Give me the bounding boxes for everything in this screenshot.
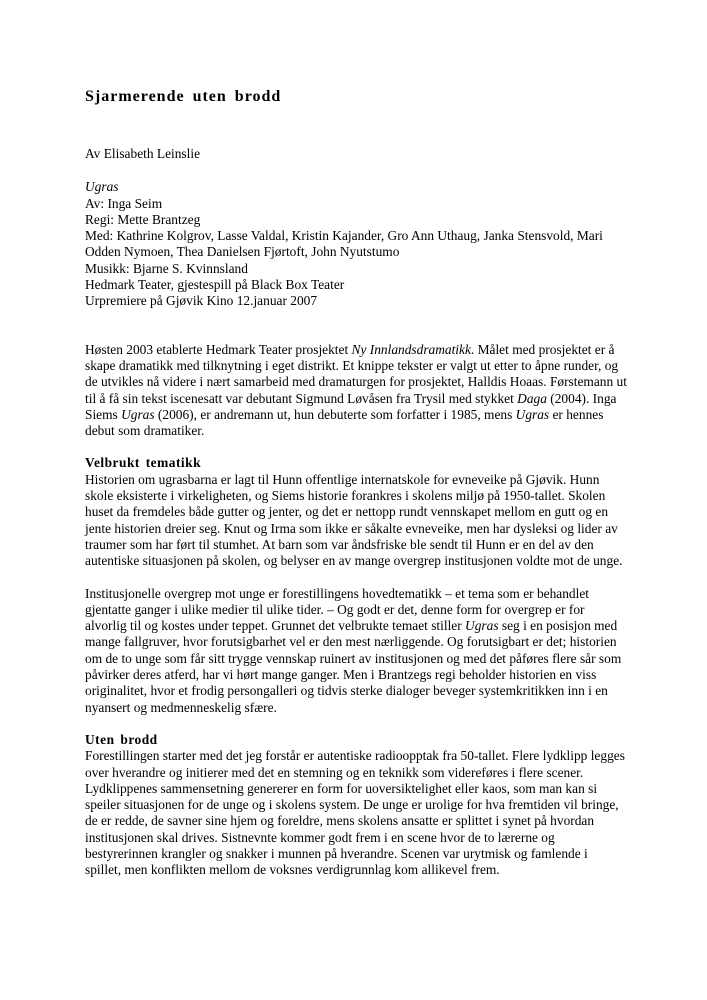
italic-text-run: Ugras — [515, 406, 550, 422]
credit-line: Av: Inga Seim — [85, 195, 163, 211]
article-section — [85, 342, 627, 440]
credit-line: Hedmark Teater, gjestespill på Black Box Teater — [85, 277, 345, 293]
italic-text-run: Ugras — [85, 179, 119, 195]
body-paragraph: Høsten 2003 etablerte Hedmark Teater prosjektet Ny Innlandsdramatikk. Målet med prosjektet er å skape dramatikk med tilknytning i eget distrikt. Et knippe tekster er valgt ut etter to åpne runder, og de utvikles nå videre i nært samarbeid med dramaturgen for prosjektet, Halldis Hoaas. Førstemann ut til å få sin tekst iscenesatt var debutant Sigmund Løvåsen fra Trysil med stykket Daga (2004). Inga Siems Ugras (2006), er andremann ut, hun debuterte som forfatter i 1985, mens Ugras er hennes debut som dramatiker. — [85, 341, 627, 439]
article-section — [85, 732, 627, 879]
article-body — [85, 342, 627, 879]
italic-text-run: Ugras — [465, 618, 499, 634]
body-paragraph: Institusjonelle overgrep mot unge er forestillingens hovedtematikk – et tema som er behandlet gjentatte ganger i ulike medier til ulike tider. – Og godt er det, denne form for overgrep er for alvorlig til og kostes under teppet. Grunnet det velbrukte temaet stiller Ugras seg i en posisjon med mange fallgruver, hvor forutsigbarhet vel er den mest nærliggende. Og forutsigbart er det; historien om de to unge som får sitt trygge vennskap ruinert av institusjonen og med det påføres flere sår som påvirker deres atferd, har vi hørt mange ganger. Men i Brantzegs regi beholder historien en viss originalitet, hvor et frodig persongalleri og tidvis sterke dialoger beveger systemkritikken inn i en nyansert og medmenneskelig sfære. — [85, 585, 622, 715]
credit-line: Musikk: Bjarne S. Kvinnsland — [85, 260, 248, 276]
section-heading: Uten brodd — [85, 731, 158, 747]
article-section — [85, 455, 627, 715]
section-heading: Velbrukt tematikk — [85, 455, 202, 471]
credit-line: Regi: Mette Brantzeg — [85, 211, 201, 227]
italic-text-run: Ny Innlandsdramatikk — [351, 341, 471, 357]
credit-line: Urpremiere på Gjøvik Kino 12.januar 2007 — [85, 293, 318, 309]
credit-line — [85, 179, 627, 195]
byline: Av Elisabeth Leinslie — [85, 146, 201, 161]
italic-text-run: Ugras — [121, 406, 155, 422]
document-title: Sjarmerende uten brodd — [85, 88, 282, 105]
body-paragraph: Forestillingen starter med det jeg forstår er autentiske radioopptak fra 50-tallet. Flere lydklipp legges over hverandre og initierer med det en stemning og en teknikk som videreføres i flere scener. Lydklippenes sammensetning genererer en form for uoversiktelighet eller kaos, som man kan si speiler situasjonen for de unge og i skolens system. De unge er urolige for hva fremtiden vil bringe, de er redde, de savner sine hjem og foreldre, mens skolens ansatte er splittet i synet på hvordan institusjonen skal drives. Sistnevnte kommer godt frem i en scene hvor de to lærerne og bestyrerinnen krangler og snakker i munnen på hverandre. Scenen var urytmisk og famlende i spillet, men konflikten mellom de voksnes verdigrunnlag kom allikevel frem. — [85, 748, 625, 878]
italic-text-run: Daga — [517, 390, 547, 406]
body-paragraph: Historien om ugrasbarna er lagt til Hunn offentlige internatskole for evneveike på Gjøvik. Hunn skole eksisterte i virkeligheten, og Siems historie forankres i skolens miljø på 1950-tallet. Skolen huset da fremdeles både gutter og jenter, og det er nettopp rundt vennskapet mellom en gutt og en jente historien dreier seg. Knut og Irma som ikke er såkalte evneveike, men har dysleksi og lider av traumer som har ført til stumhet. At barn som var åndsfriske ble sendt til Hunn er en del av den autentiske situasjonen på skolen, og belyser en av mange overgrep institusjonen voldte mot de unge. — [85, 471, 623, 569]
credit-line: Med: Kathrine Kolgrov, Lasse Valdal, Kristin Kajander, Gro Ann Uthaug, Janka Stensvold, Mari Odden Nymoen, Thea Danielsen Fjørtoft, John Nyutstumo — [85, 228, 603, 260]
credits-block — [85, 179, 627, 309]
